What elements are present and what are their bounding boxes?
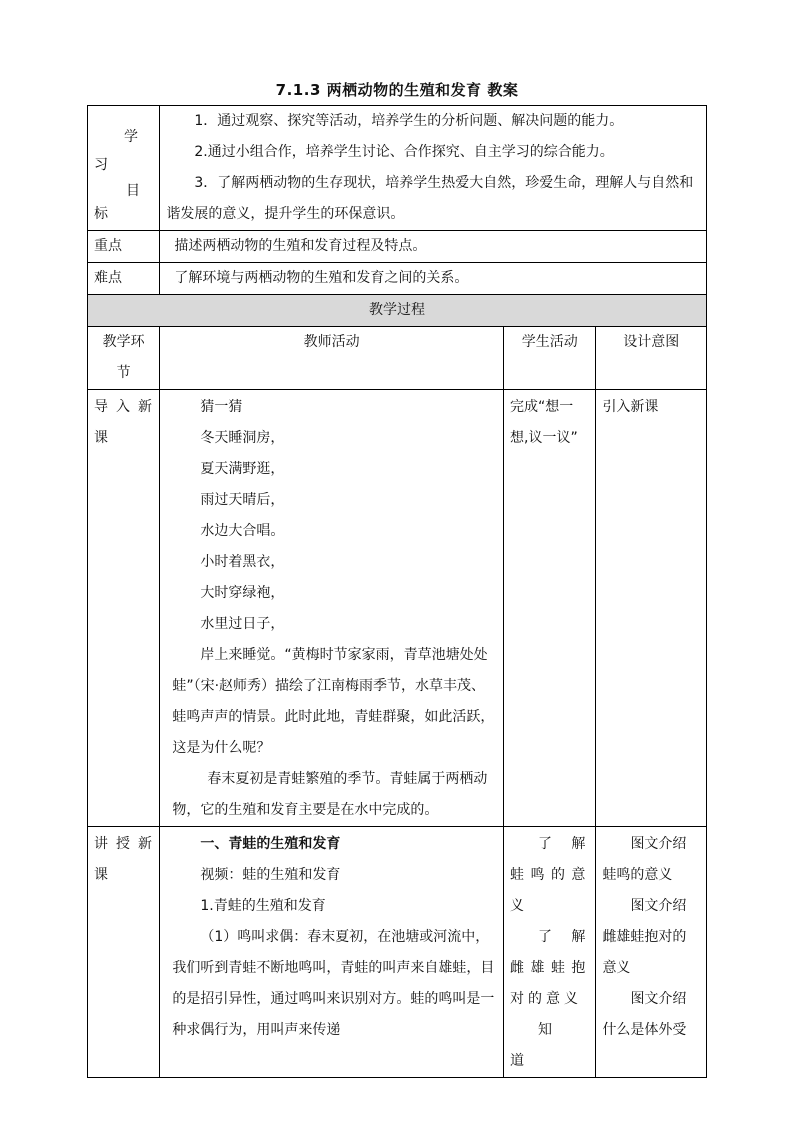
key-point-label: 重点 xyxy=(88,231,160,263)
objective-item: 3．了解两栖动物的生存现状，培养学生热爱大自然，珍爱生命，理解人与自然和谐发展的意义，提升学生的环保意识。 xyxy=(166,175,694,222)
lecture-student-item: 了解蛙鸣的意义 xyxy=(510,836,590,914)
column-header-intent: 设计意图 xyxy=(596,327,707,390)
lecture-video: 视频：蛙的生殖和发育 xyxy=(200,867,341,883)
intro-teacher-activity xyxy=(160,390,504,827)
difficulty-label: 难点 xyxy=(88,263,160,295)
lecture-stage-text: 讲 授 新 课 xyxy=(94,836,152,883)
riddle-line: 夏天满野逛， xyxy=(200,461,285,477)
objectives-row xyxy=(88,106,707,231)
key-point-row xyxy=(88,231,707,263)
lecture-student-item: 知道 xyxy=(510,1022,568,1069)
riddle-line: 小时着黑衣， xyxy=(200,554,285,570)
lecture-stage xyxy=(88,827,160,1078)
objectives-label-char: 目 xyxy=(126,183,140,199)
key-point-text: 描述两栖动物的生殖和发育过程及特点。 xyxy=(160,231,707,263)
lecture-intent-item: 图文介绍什么是体外受 xyxy=(602,991,687,1038)
intro-stage xyxy=(88,390,160,827)
riddle-line: 大时穿绿袍， xyxy=(200,585,285,601)
page-title: 7.1.3 两栖动物的生殖和发育 教案 xyxy=(275,81,519,99)
process-heading-row xyxy=(88,295,707,327)
lesson-plan-table xyxy=(87,105,707,1078)
column-header-stage: 教学环节 xyxy=(88,327,160,390)
riddle-line: 雨过天晴后， xyxy=(200,492,285,508)
intro-paragraph: 岸上来睡觉。“黄梅时节家家雨，青草池塘处处蛙”（宋·赵师秀）描绘了江南梅雨季节，水草丰茂、蛙鸣声声的情景。此时此地，青蛙群聚，如此活跃，这是为什么呢？ xyxy=(172,647,495,756)
intro-row xyxy=(88,390,707,827)
objectives-label-char: 习 xyxy=(94,157,108,173)
lecture-design-intent xyxy=(596,827,707,1078)
lecture-teacher-activity xyxy=(160,827,504,1078)
lecture-paragraph: （1）鸣叫求偶：春末夏初，在池塘或河流中，我们听到青蛙不断地鸣叫，青蛙的叫声来自雄蛙，目的是招引异性，通过鸣叫来识别对方。蛙的鸣叫是一种求偶行为，用叫声来传递 xyxy=(172,929,495,1038)
riddle-title: 猜一猜 xyxy=(200,399,243,415)
intro-design-intent: 引入新课 xyxy=(596,390,707,827)
objectives-label-char: 标 xyxy=(94,206,108,222)
difficulty-row xyxy=(88,263,707,295)
intro-paragraph: 春末夏初是青蛙繁殖的季节。青蛙属于两栖动物，它的生殖和发育主要是在水中完成的。 xyxy=(172,771,488,818)
lecture-subheading: 1.青蛙的生殖和发育 xyxy=(200,898,326,914)
process-header-row xyxy=(88,327,707,390)
column-header-student: 学生活动 xyxy=(504,327,596,390)
objectives-label-cell xyxy=(88,106,160,231)
riddle-line: 水边大合唱。 xyxy=(200,523,285,539)
objective-item: 2.通过小组合作，培养学生讨论、合作探究、自主学习的综合能力。 xyxy=(194,144,614,160)
riddle-line: 冬天睡洞房， xyxy=(200,430,285,446)
lecture-intent-item: 图文介绍蛙鸣的意义 xyxy=(602,836,687,883)
objectives-label-char: 学 xyxy=(124,129,138,145)
intro-stage-text: 导 入 新 课 xyxy=(94,399,152,446)
difficulty-text: 了解环境与两栖动物的生殖和发育之间的关系。 xyxy=(160,263,707,295)
lecture-heading: 一、青蛙的生殖和发育 xyxy=(200,836,341,852)
lecture-student-activity xyxy=(504,827,596,1078)
column-header-teacher: 教师活动 xyxy=(160,327,504,390)
lecture-row xyxy=(88,827,707,1078)
process-heading: 教学过程 xyxy=(88,295,707,327)
objective-item: 1．通过观察、探究等活动，培养学生的分析问题、解决问题的能力。 xyxy=(194,113,624,129)
riddle-line: 水里过日子， xyxy=(200,616,285,632)
lecture-student-item: 了解雌雄蛙抱对的意义 xyxy=(510,929,590,1007)
objectives-content xyxy=(160,106,707,231)
intro-student-activity: 完成“想一想,议一议” xyxy=(504,390,596,827)
lecture-intent-item: 图文介绍雌雄蛙抱对的意义 xyxy=(602,898,687,976)
